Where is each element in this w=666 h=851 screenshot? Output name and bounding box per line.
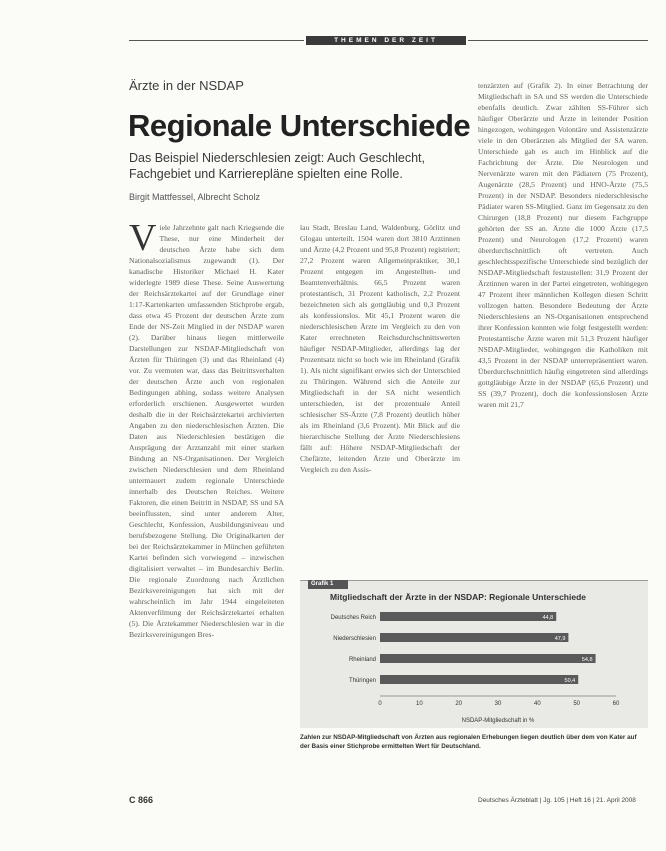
chart-tag: Grafik 1 xyxy=(308,580,348,589)
category-label: Rheinland xyxy=(348,657,376,663)
section-rubric: THEMEN DER ZEIT xyxy=(334,37,438,44)
x-tick-label: 40 xyxy=(533,701,541,707)
x-tick-label: 10 xyxy=(415,701,423,707)
header-rule-left xyxy=(129,40,304,41)
chart-x-axis xyxy=(378,696,620,707)
chart-bars xyxy=(331,612,596,684)
x-tick-label: 20 xyxy=(455,701,463,707)
article-kicker: Ärzte in der NSDAP xyxy=(129,78,244,93)
x-tick-label: 30 xyxy=(494,701,502,707)
body-column-3: tenzärzten auf (Grafik 2). In einer Betrachtung der Mitgliedschaft in SA und SS werden die Unterschiede ebenfalls deutlich. Zwar zählten SS-Führer sich häufiger Oberärzte und Ärzte in leitender Position hingezogen, wohingegen Volontäre und Assistenzärzte viele in den Oberärzten als Mitglied der SA waren. Unterschiede gab es auch im Hinblick auf die Fachrichtung der Ärzte. Die Neurologen und Nervenärzte waren mit den Pädiatern (75 Prozent), Augenärzte (28,5 Prozent) und HNO-Ärzte (75,5 Prozent) in der NSDAP. Besonders niederschlesische Pädiater waren SS-Mitglied. Ganz im Gegensatz zu den Chirurgen (18,8 Prozent) nur diesem Fachgruppe gehörten der SS an. Ärzte die 1000 Ärzte (17,5 Prozent) und Neurologen (17,2 Prozent) waren überdurchschnittlich oft vertreten. Auch geschlechtsspezifische Unterschiede sind bezüglich der NSDAP-Mitgliedschaft festzustellen: 31,9 Prozent der Ärztinnen waren in der Partei eingetreten, wohingegen 47 Prozent ihrer männlichen Kollegen diesen Schritt vollzogen hatten. Besondere Bedeutung der Ärzte Niederschlesiens an NS-Organisationen entsprechend ihrer Konfession konnten wie folgt festgestellt werden: Protestantische Ärzte waren mit 51,3 Prozent häufiger NSDAP-Mitglieder, wohingegen die Katholiken mit 43,5 Prozent in der NSDAP unterrepräsentiert waren. Überdurchschnittlich häufig eingetreten sind allerdings gottgläubige Ärzte in der NSDAP (65,6 Prozent) und SS (39,7 Prozent), doch die konfessionslosen Ärzte waren mit 21,7 xyxy=(478,81,648,409)
body-column-1 xyxy=(129,222,284,756)
bar xyxy=(380,633,568,642)
bar-value-label: 44,8 xyxy=(542,615,554,621)
bar-chart xyxy=(300,600,648,728)
chart-x-axis-label: NSDAP-Mitgliedschaft in % xyxy=(461,718,535,724)
header-rule-right xyxy=(468,40,648,41)
article-title: Regionale Unterschiede xyxy=(128,108,471,143)
bar xyxy=(380,612,556,621)
page-number: C 866 xyxy=(129,795,154,805)
drop-cap: V xyxy=(129,222,157,259)
body-column-2: lau Stadt, Breslau Land, Waldenburg, Görlitz und Glogau unterteilt. 1504 waren dort 3810 Arztinnen und Ärzte (4,2 Prozent und 95,8 Prozent) registriert; 27,2 Prozent waren Allgemeinpraktiker, 30,1 Prozent entgegen im Angestellten- und Beamtenverhältnis. 66,5 Prozent waren protestantisch, 31 Prozent katholisch, 2,2 Prozent bezeichneten sich als gottgläubig und 0,3 Prozent als konfessionslos. Mit 45,1 Prozent waren die niederschlesischen Ärzte im Vergleich zu den von Kater errechneten Reichsdurchschnittswerten häufiger NSDAP-Mitglieder, allerdings lag der Prozentsatz nicht so hoch wie im Rheinland (Grafik 1). Als nicht signifikant erwies sich der Unterschied zu Thüringen. Während sich die Anteile zur Mitgliedschaft in der SA nicht wesentlich unterschieden, ist der prozentuale Anteil schlesischer SS-Ärzte (7,8 Prozent) deutlich höher als im Rheinland (3,6 Prozent). Mit Blick auf die hierarchische Stellung der Ärzte Niederschlesiens fällt auf: Höhere NSDAP-Mitgliedschaft der Chefärzte, leitenden Ärzte und Oberärzte im Vergleich zu den Assis- xyxy=(300,223,460,474)
chart-caption: Zahlen zur NSDAP-Mitgliedschaft von Ärzten aus regionalen Erhebungen liegen deutlich über dem von Kater auf der Basis einer Stichprobe ermittelten Wert für Deutschland. xyxy=(300,734,637,750)
x-tick-label: 50 xyxy=(573,701,581,707)
section-rubric-bar xyxy=(306,36,466,45)
bar-value-label: 50,4 xyxy=(564,678,576,684)
article-authors: Birgit Mattfessel, Albrecht Scholz xyxy=(129,192,261,202)
body-text-1: iele Jahrzehnte galt nach Kriegsende die These, nur eine Minderheit der deutschen Ärzte habe sich dem Nationalsozialismus zugewandt (1). Der kanadische Historiker Michael H. Kater widerlegte 1989 diese These. Seine Auswertung der Reichsärztekartei auf der Grundlage einer 1:17-Kartenkarten umfassenden Stichprobe ergab, dass etwa 45 Prozent der deutschen Ärzte zum Ende der NS-Zeit Mitglied in der NSDAP waren (2). Darüber hinaus liegen mittlerweile Darstellungen zur NSDAP-Mitgliedschaft von Ärzten für Thüringen (3) und das Rheinland (4) vor. Zu vermuten war, dass das Beitrittsverhalten der deutschen Ärzte auch von regionalen Bedingungen abhing, sodass weitere Analysen erforderlich erschienen. Ausgewertet wurden deshalb die in der Reichsärztekartei archivierten Angaben zu den niederschlesischen Ärzten. Die Daten aus Niederschlesien bestätigen die Ausprägung der Arztanzahl mit einer starken Bindung an NS-Organisationen. Der Vergleich zwischen Niederschlesien und dem Rheinland untermauert zudem regionale Unterschiede innerhalb des Deutschen Reiches. Weitere Faktoren, die einen Beitritt in NSDAP, SS und SA beeinflussten, sind unter anderem Alter, Geschlecht, Konfession, Ausbildungsniveau und berufsbezogene Stellung. Die Originalkarten der bei der Reichsärztekammer in München geführten Kartei befinden sich vorwiegend – inzwischen digitalisiert verwaltet – im Bundesarchiv Berlin. Die regionale Zuordnung nach Ärztlichen Bezirksvereinigungen hat sich mit der wahrscheinlich im Jahr 1944 eingeleiteten Aktenverfilmung der Reichsärztekartei erhalten (5). Die Ärztekammer Niederschlesien war in die Bezirksvereinigungen Bres- xyxy=(129,223,284,639)
x-tick-label: 60 xyxy=(612,701,620,707)
bar-value-label: 54,8 xyxy=(581,657,593,663)
x-tick-label: 0 xyxy=(378,701,382,707)
bar xyxy=(380,675,578,684)
journal-issue: Deutsches Ärzteblatt | Jg. 105 | Heft 16 | 21. April 2008 xyxy=(478,797,636,804)
bar xyxy=(380,654,596,663)
category-label: Thüringen xyxy=(348,678,376,684)
category-label: Deutsches Reich xyxy=(330,615,376,621)
bar-value-label: 47,9 xyxy=(554,636,566,642)
category-label: Niederschlesien xyxy=(333,636,376,642)
article-subtitle: Das Beispiel Niederschlesien zeigt: Auch Geschlecht, Fachgebiet und Karrierepläne spielten eine Rolle. xyxy=(129,151,425,181)
chart-title: Mitgliedschaft der Ärzte in der NSDAP: Regionale Unterschiede xyxy=(330,592,586,602)
